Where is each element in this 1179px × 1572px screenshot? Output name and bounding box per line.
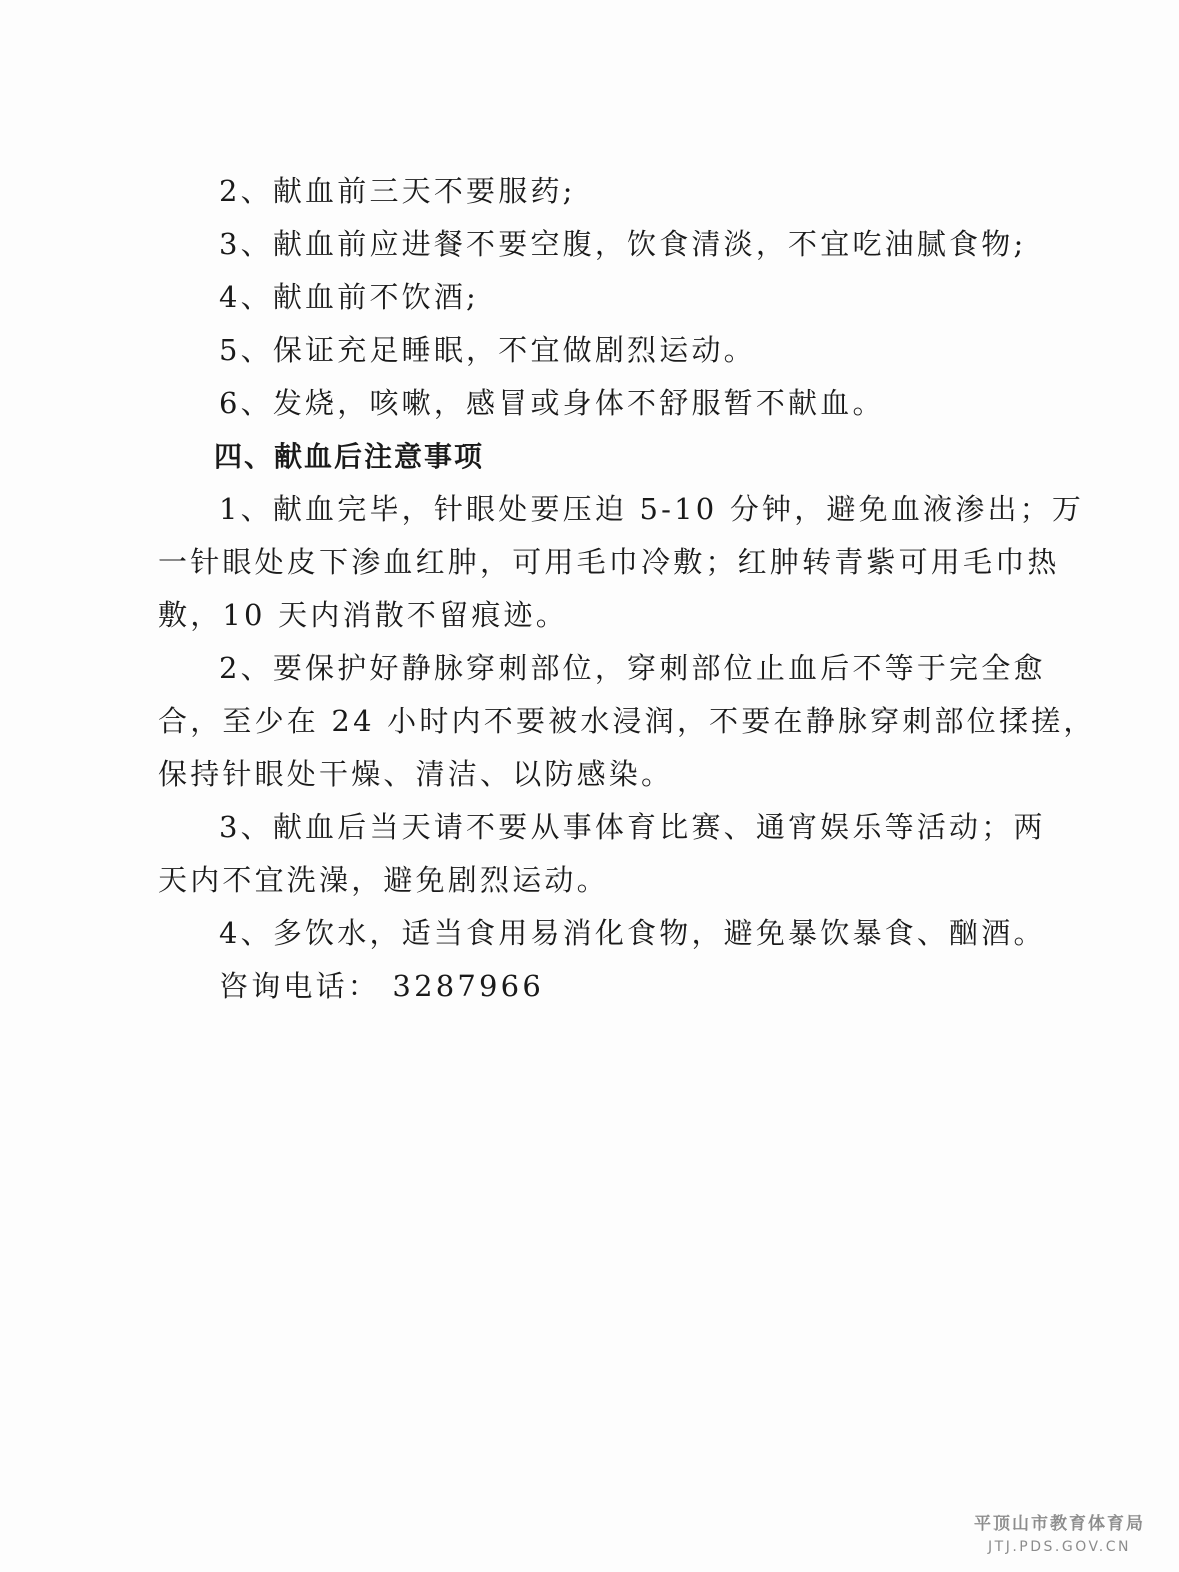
post-item-4 [158, 907, 1046, 960]
section-heading: 四、献血后注意事项 [214, 440, 485, 473]
paragraph-line: 1、献血完毕，针眼处要压迫 5-10 分钟，避免血液渗出；万 [219, 492, 1085, 526]
paragraph-line: 3、献血后当天请不要从事体育比赛、通宵娱乐等活动；两 [219, 810, 1046, 844]
paragraph-line: 合，至少在 24 小时内不要被水浸润，不要在静脉穿刺部位揉搓， [158, 704, 1096, 738]
pre-item-2: 2、献血前三天不要服药; [219, 174, 576, 208]
pre-item-4: 4、献血前不饮酒; [219, 280, 480, 314]
watermark-url: JTJ.PDS.GOV.CN [988, 1539, 1131, 1555]
paragraph-line: 4、多饮水，适当食用易消化食物，避免暴饮暴食、酗酒。 [219, 916, 1046, 950]
paragraph-line: 2、要保护好静脉穿刺部位，穿刺部位止血后不等于完全愈 [219, 651, 1046, 685]
watermark-org: 平顶山市教育体育局 [974, 1514, 1145, 1534]
paragraph-line: 天内不宜洗澡，避免剧烈运动。 [158, 863, 609, 897]
post-item-3 [158, 801, 1046, 907]
pre-item-6: 6、发烧，咳嗽，感冒或身体不舒服暂不献血。 [219, 386, 885, 420]
paragraph-line: 敷，10 天内消散不留痕迹。 [158, 598, 568, 632]
paragraph-line: 保持针眼处干燥、清洁、以防感染。 [158, 757, 674, 791]
document-body [158, 165, 1096, 1013]
paragraph-line: 一针眼处皮下渗血红肿，可用毛巾冷敷；红肿转青紫可用毛巾热 [158, 545, 1060, 579]
post-item-2 [158, 642, 1096, 801]
contact-phone: 咨询电话： 3287966 [219, 969, 544, 1003]
post-item-1 [158, 483, 1085, 642]
watermark [974, 1512, 1145, 1558]
pre-item-5: 5、保证充足睡眠，不宜做剧烈运动。 [219, 333, 756, 367]
pre-item-3: 3、献血前应进餐不要空腹，饮食清淡，不宜吃油腻食物; [219, 227, 1027, 261]
